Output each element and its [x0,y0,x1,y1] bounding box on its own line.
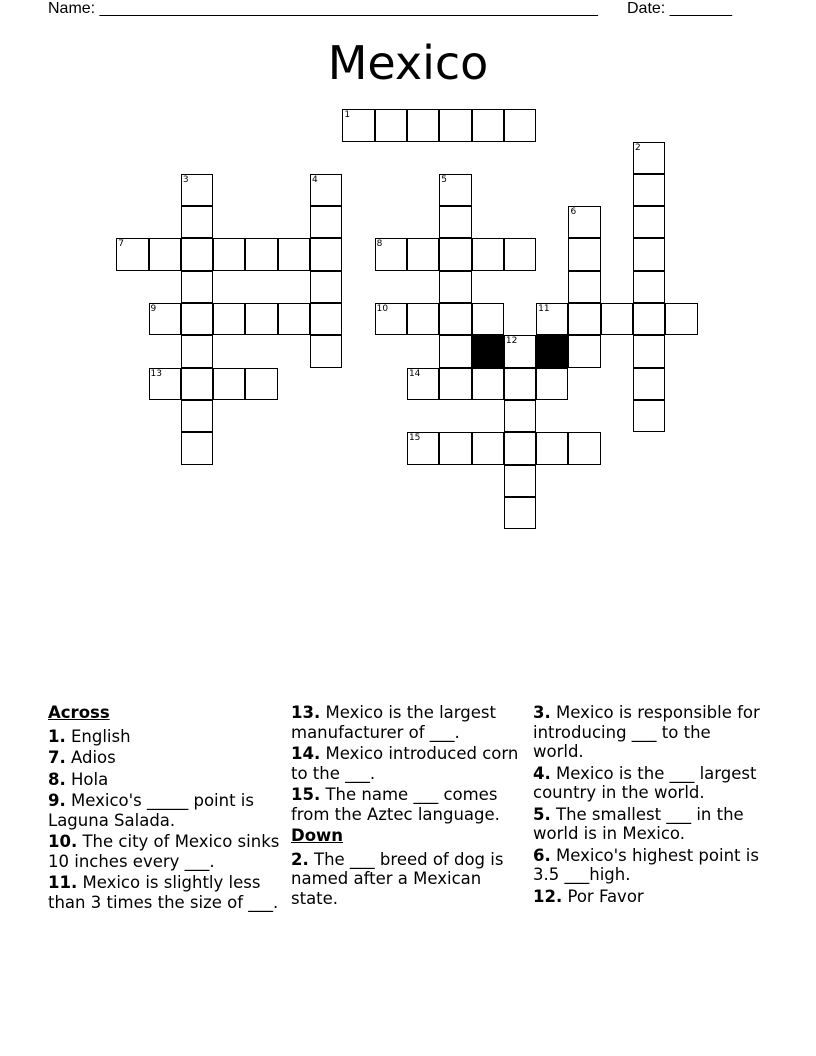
cell-number: 6 [570,207,577,218]
grid-cell[interactable] [472,432,504,464]
grid-cell[interactable] [504,335,536,367]
clue-text: English [65,726,131,746]
clue-number: 2. [291,849,309,869]
grid-cell[interactable] [278,303,310,335]
clue-text: The name ___ comes from the Aztec language. [291,785,500,824]
grid-cell[interactable] [310,206,342,238]
clue [48,727,280,747]
clue [48,791,280,830]
grid-cell[interactable] [439,303,471,335]
grid-cell[interactable] [504,109,536,141]
grid-cell[interactable] [407,432,439,464]
grid-cell[interactable] [213,303,245,335]
grid-cell[interactable] [504,497,536,529]
grid-cell[interactable] [181,400,213,432]
clue-number: 8. [48,769,66,789]
grid-cell[interactable] [504,465,536,497]
clue-number: 11. [48,873,78,892]
grid-cell[interactable] [181,335,213,367]
grid-cell[interactable] [181,368,213,400]
grid-cell[interactable] [439,368,471,400]
grid-cell[interactable] [439,174,471,206]
page-title: Mexico [327,36,489,90]
grid-cell[interactable] [213,238,245,270]
grid-cell[interactable] [213,368,245,400]
grid-cell[interactable] [149,368,181,400]
cell-number: 12 [505,336,518,347]
name-field[interactable]: Name: ________________________________________________________ [48,0,598,17]
clue-text: Mexico introduced corn to the ___. [291,744,519,783]
clues-column-3 [533,703,765,908]
grid-cell[interactable] [536,432,568,464]
clue-text: Hola [65,769,109,789]
grid-cell[interactable] [472,368,504,400]
cell-number: 3 [182,174,189,185]
grid-cell[interactable] [407,109,439,141]
clue [291,785,523,824]
grid-cell[interactable] [310,174,342,206]
clue [533,764,765,803]
grid-cell[interactable] [310,335,342,367]
clue [48,770,280,790]
grid-cell[interactable] [633,238,665,270]
grid-cell[interactable] [439,271,471,303]
grid-cell[interactable] [633,174,665,206]
grid-cell[interactable] [439,432,471,464]
grid-cell[interactable] [407,303,439,335]
clue-number: 15. [291,785,321,804]
grid-cell[interactable] [278,238,310,270]
grid-cell[interactable] [342,109,374,141]
clue-text: Mexico's highest point is 3.5 ___high. [533,845,759,884]
clue-number: 10. [48,832,78,851]
clue [291,744,523,783]
cell-number: 14 [408,368,421,379]
clue-text: Mexico is responsible for introducing ___ to the world. [533,703,760,761]
grid-cell[interactable] [310,238,342,270]
grid-cell[interactable] [633,303,665,335]
grid-cell[interactable] [407,238,439,270]
grid-cell[interactable] [472,303,504,335]
grid-cell[interactable] [375,303,407,335]
grid-cell[interactable] [568,271,600,303]
grid-cell[interactable] [665,303,697,335]
grid-cell[interactable] [439,335,471,367]
date-field[interactable]: Date: _______ [627,0,732,17]
black-cell [536,335,568,367]
clue-number: 9. [48,791,66,810]
grid-cell[interactable] [245,238,277,270]
cell-number: 11 [538,304,550,315]
clue-text: The smallest ___ in the world is in Mexico. [533,804,744,843]
clue-number: 12. [533,886,563,906]
clue [533,887,765,907]
grid-cell[interactable] [568,238,600,270]
grid-cell[interactable] [633,271,665,303]
cell-number: 2 [635,142,641,153]
across-heading: Across [48,703,110,722]
clue-number: 4. [533,763,551,783]
grid-cell[interactable] [568,335,600,367]
cell-number: 9 [150,304,157,315]
grid-cell[interactable] [633,368,665,400]
cell-number: 4 [312,174,318,185]
clue-text: The ___ breed of dog is named after a Mexican state. [291,849,504,908]
grid-cell[interactable] [245,368,277,400]
grid-cell[interactable] [149,238,181,270]
grid-cell[interactable] [633,142,665,174]
clue [48,873,280,912]
grid-cell[interactable] [536,368,568,400]
clue [533,703,765,762]
clue [48,748,280,768]
clue [533,846,765,885]
grid-cell[interactable] [633,335,665,367]
clues-column-1 [48,703,280,914]
grid-cell[interactable] [568,432,600,464]
clue-number: 1. [48,726,66,746]
grid-cell[interactable] [407,368,439,400]
cell-number: 5 [441,174,447,185]
clue-number: 3. [533,703,551,722]
grid-cell[interactable] [181,206,213,238]
clue-number: 5. [533,804,551,824]
clue-text: Adios [65,748,116,767]
grid-cell[interactable] [149,303,181,335]
grid-cell[interactable] [310,271,342,303]
grid-cell[interactable] [504,400,536,432]
cell-number: 15 [408,433,421,444]
clue-text: Mexico is slightly less than 3 times the size of ___. [48,873,279,912]
clue-text: Mexico's _____ point is Laguna Salada. [48,791,254,830]
clue-number: 7. [48,748,66,767]
grid-cell[interactable] [181,303,213,335]
cell-number: 8 [376,239,383,250]
grid-cell[interactable] [375,109,407,141]
clue [291,850,523,909]
down-heading: Down [291,826,344,845]
grid-cell[interactable] [633,206,665,238]
grid-cell[interactable] [568,206,600,238]
clue [48,832,280,871]
clue-text: Por Favor [562,886,644,906]
clue [291,703,523,742]
grid-cell[interactable] [181,238,213,270]
grid-cell[interactable] [472,238,504,270]
grid-cell[interactable] [310,303,342,335]
grid-cell[interactable] [568,303,600,335]
grid-cell[interactable] [439,206,471,238]
grid-cell[interactable] [181,174,213,206]
clue [533,805,765,844]
cell-number: 1 [344,110,351,121]
grid-cell[interactable] [504,238,536,270]
black-cell [472,335,504,367]
cell-number: 7 [118,239,124,250]
cell-number: 10 [376,304,389,315]
grid-cell[interactable] [633,400,665,432]
clue-number: 6. [533,845,551,865]
grid-cell[interactable] [375,238,407,270]
clue-text: Mexico is the ___ largest country in the world. [533,763,757,802]
grid-cell[interactable] [601,303,633,335]
cell-number: 13 [150,368,162,379]
grid-cell[interactable] [504,368,536,400]
grid-cell[interactable] [472,109,504,141]
clue-number: 13. [291,703,321,722]
clues-column-2 [291,703,523,910]
clue-text: The city of Mexico sinks 10 inches every ___. [48,832,280,871]
grid-cell[interactable] [181,271,213,303]
grid-cell[interactable] [116,238,148,270]
grid-cell[interactable] [245,303,277,335]
grid-cell[interactable] [504,432,536,464]
grid-cell[interactable] [439,238,471,270]
grid-cell[interactable] [439,109,471,141]
grid-cell[interactable] [181,432,213,464]
clue-number: 14. [291,744,321,763]
grid-cell[interactable] [536,303,568,335]
clue-text: Mexico is the largest manufacturer of ___. [291,703,496,742]
